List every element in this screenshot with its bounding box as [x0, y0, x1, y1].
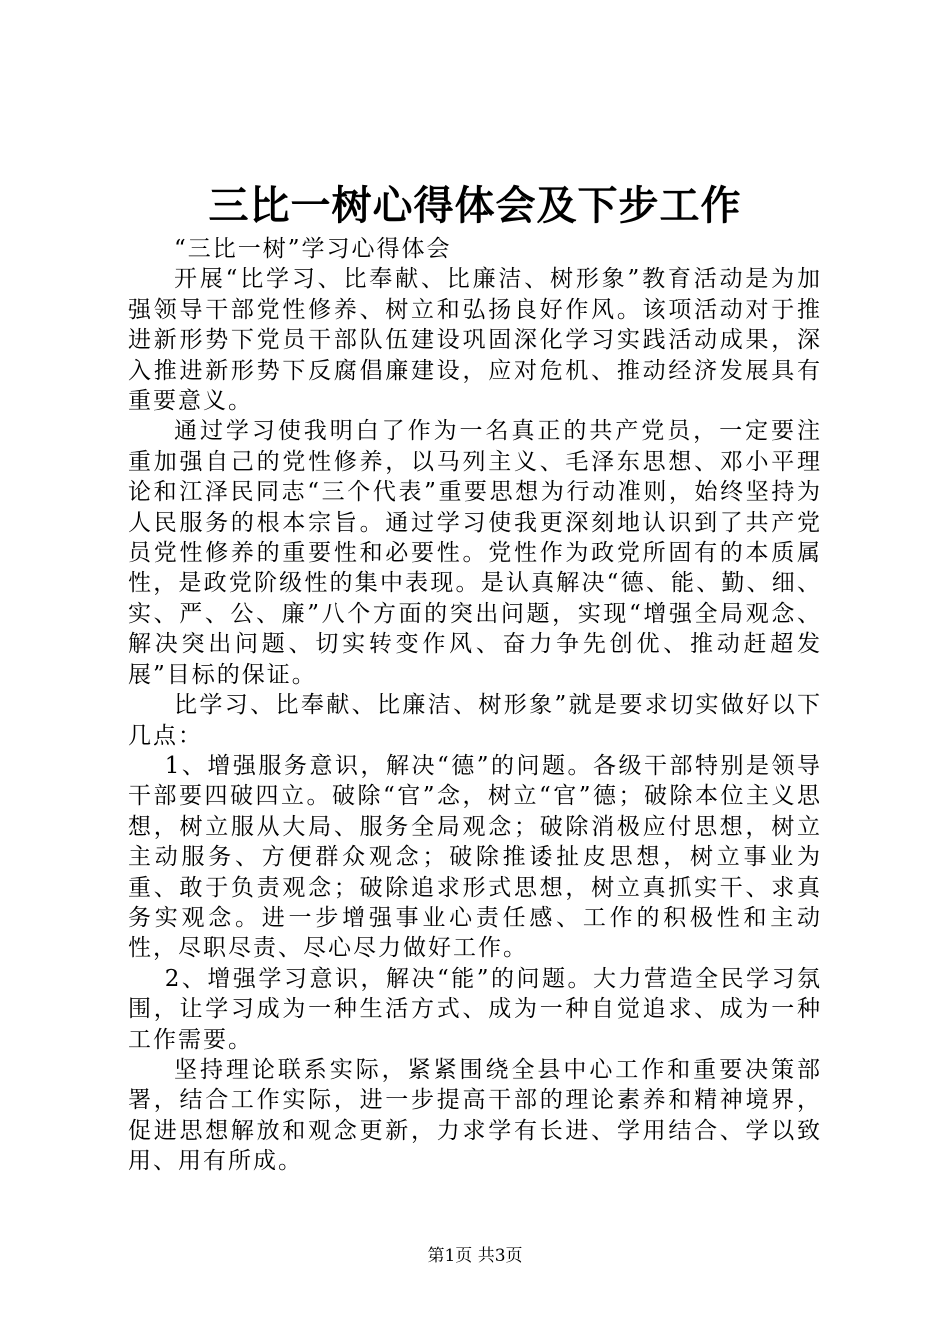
- body-paragraph-4: 坚持理论联系实际，紧紧围绕全县中心工作和重要决策部署，结合工作实际，进一步提高干部的理论素养和精神境界，促进思想解放和观念更新，力求学有长进、学用结合、学以致用、用有所成。: [128, 1056, 822, 1175]
- numbered-point-2: 2、增强学习意识，解决“能”的问题。大力营造全民学习氛围，让学习成为一种生活方式、成为一种自觉追求、成为一种工作需要。: [128, 965, 822, 1053]
- page-footer: 第1页 共3页: [427, 1246, 523, 1266]
- body-paragraph-1: 开展“比学习、比奉献、比廉洁、树形象”教育活动是为加强领导干部党性修养、树立和弘扬良好作风。该项活动对于推进新形势下党员干部队伍建设巩固深化学习实践活动成果，深入推进新形势下反腐倡廉建设，应对危机、推动经济发展具有重要意义。: [128, 266, 822, 415]
- document-body: [128, 234, 822, 1177]
- body-paragraph-3: 比学习、比奉献、比廉洁、树形象”就是要求切实做好以下几点：: [128, 692, 822, 749]
- body-paragraph-2: 通过学习使我明白了作为一名真正的共产党员，一定要注重加强自己的党性修养，以马列主义、毛泽东思想、邓小平理论和江泽民同志“三个代表”重要思想为行动准则，始终坚持为人民服务的根本宗旨。通过学习使我更深刻地认识到了共产党员党性修养的重要性和必要性。党性作为政党所固有的本质属性，是政党阶级性的集中表现。是认真解决“德、能、勤、细、实、严、公、廉”八个方面的突出问题，实现“增强全局观念、解决突出问题、切实转变作风、奋力争先创优、推动赶超发展”目标的保证。: [128, 418, 822, 688]
- numbered-point-1: 1、增强服务意识，解决“德”的问题。各级干部特别是领导干部要四破四立。破除“官”念，树立“官”德；破除本位主义思想，树立服从大局、服务全局观念；破除消极应付思想，树立主动服务、方便群众观念；破除推诿扯皮思想，树立事业为重、敢于负责观念；破除追求形式思想，树立真抓实干、求真务实观念。进一步增强事业心责任感、工作的积极性和主动性，尽职尽责、尽心尽力做好工作。: [128, 752, 822, 962]
- document-title: 三比一树心得体会及下步工作: [208, 183, 742, 229]
- subtitle-paragraph: “三比一树”学习心得体会: [174, 236, 452, 262]
